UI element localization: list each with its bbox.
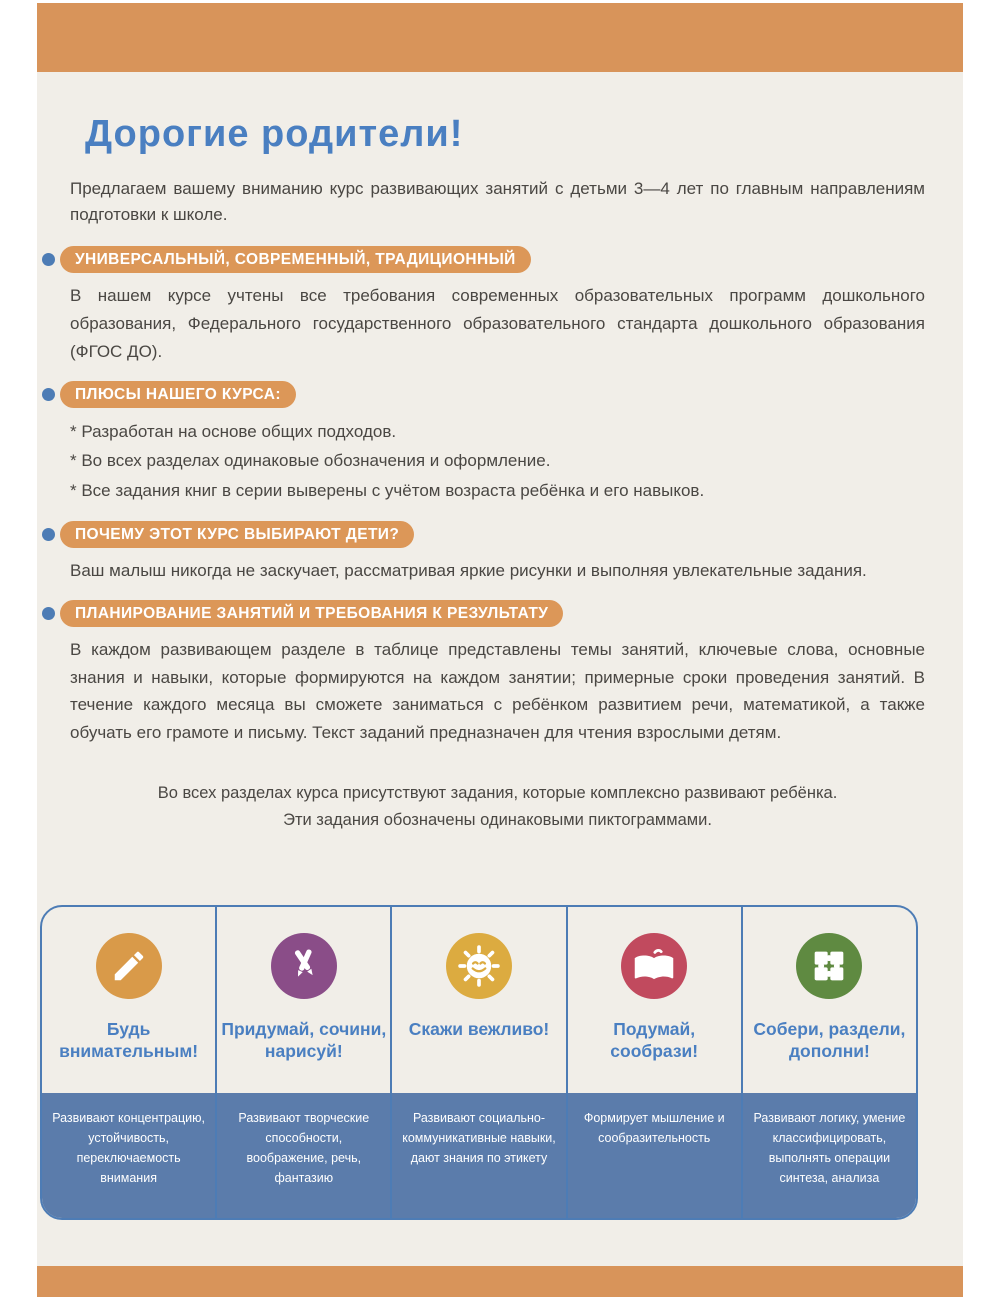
pictogram-top — [217, 907, 390, 1093]
pictogram-column-think — [566, 907, 741, 1218]
section-planning — [70, 600, 925, 746]
list-item: * Во всех разделах одинаковые обозначения и оформление. — [70, 446, 925, 475]
section-body: Ваш малыш никогда не заскучает, рассматривая яркие рисунки и выполняя увлекательные задания. — [70, 560, 867, 580]
list-item: * Все задания книг в серии выверены с учётом возраста ребёнка и его навыков. — [70, 476, 925, 505]
pictogram-title: Будь внимательным! — [59, 1019, 199, 1061]
section-course-pluses — [70, 381, 925, 505]
book-page — [37, 3, 963, 1297]
pictogram-column-attention — [42, 907, 215, 1218]
note-line: Эти задания обозначены одинаковыми пиктограммами. — [283, 810, 712, 829]
pictogram-description: Развивают концентрацию, устойчивость, переключаемость внимания — [42, 1093, 215, 1218]
intro-paragraph: Предлагаем вашему вниманию курс развивающих занятий с детьми 3—4 лет по главным направлениям подготовки к школе. — [70, 178, 925, 225]
pictogram-top — [743, 907, 916, 1093]
pencil-icon — [96, 933, 162, 999]
bullet-dot-icon — [42, 253, 55, 266]
bullet-dot-icon — [42, 388, 55, 401]
open-book-icon — [621, 933, 687, 999]
pictogram-description: Развивают социально-коммуникативные навыки, дают знания по этикету — [392, 1093, 565, 1218]
section-body: В каждом развивающем разделе в таблице представлены темы занятий, ключевые слова, основные знания и навыки, которые формируются на каждом занятии; примерные сроки проведения занятий. В течение каждого месяца вы сможете заниматься с ребёнком развитием речи, математикой, а также обучать его грамоте и письму. Текст заданий предназначен для чтения взрослыми детям. — [70, 640, 925, 742]
pictogram-column-create — [215, 907, 390, 1218]
page-content — [37, 114, 963, 833]
pictogram-note — [70, 780, 925, 833]
pictogram-column-sort — [741, 907, 916, 1218]
section-heading-row — [42, 521, 925, 548]
pictogram-column-polite — [390, 907, 565, 1218]
pictogram-title: Подумай, сообрази! — [610, 1019, 699, 1061]
bottom-orange-band — [37, 1266, 963, 1297]
top-orange-band — [37, 3, 963, 72]
puzzle-icon — [796, 933, 862, 999]
pictogram-description: Формирует мышление и сообразительность — [568, 1093, 741, 1218]
pictogram-top — [42, 907, 215, 1093]
pictogram-top — [568, 907, 741, 1093]
section-heading-row — [42, 381, 925, 408]
pluses-list — [70, 417, 925, 505]
pictogram-top — [392, 907, 565, 1093]
section-why-children-choose — [70, 521, 925, 585]
section-badge: УНИВЕРСАЛЬНЫЙ, СОВРЕМЕННЫЙ, ТРАДИЦИОННЫЙ — [60, 246, 531, 273]
smiling-sun-icon — [446, 933, 512, 999]
pictogram-title: Скажи вежливо! — [408, 1019, 550, 1039]
note-line: Во всех разделах курса присутствуют задания, которые комплексно развивают ребёнка. — [157, 784, 838, 803]
bullet-dot-icon — [42, 607, 55, 620]
pictogram-description: Развивают логику, умение классифицировать, выполнять операции синтеза, анализа — [743, 1093, 916, 1218]
pictogram-legend-box — [40, 905, 918, 1220]
pictogram-description: Развивают творческие способности, воображение, речь, фантазию — [217, 1093, 390, 1218]
page-title: Дорогие родители! — [85, 113, 464, 155]
section-badge: ПЛЮСЫ НАШЕГО КУРСА: — [60, 381, 296, 408]
brush-and-pencil-icon — [271, 933, 337, 999]
pictogram-title: Придумай, сочини, нарисуй! — [221, 1019, 387, 1061]
section-body: В нашем курсе учтены все требования современных образовательных программ дошкольного образования, Федерального государственного образовательного стандарта дошкольного образования (ФГОС ДО). — [70, 286, 925, 361]
section-heading-row — [42, 246, 925, 273]
section-universal — [70, 246, 925, 365]
section-heading-row — [42, 600, 925, 627]
section-badge: ПОЧЕМУ ЭТОТ КУРС ВЫБИРАЮТ ДЕТИ? — [60, 521, 414, 548]
pictogram-title: Собери, раздели, дополни! — [753, 1019, 906, 1061]
list-item: * Разработан на основе общих подходов. — [70, 417, 925, 446]
section-badge: ПЛАНИРОВАНИЕ ЗАНЯТИЙ И ТРЕБОВАНИЯ К РЕЗУЛЬТАТУ — [60, 600, 563, 627]
bullet-dot-icon — [42, 528, 55, 541]
